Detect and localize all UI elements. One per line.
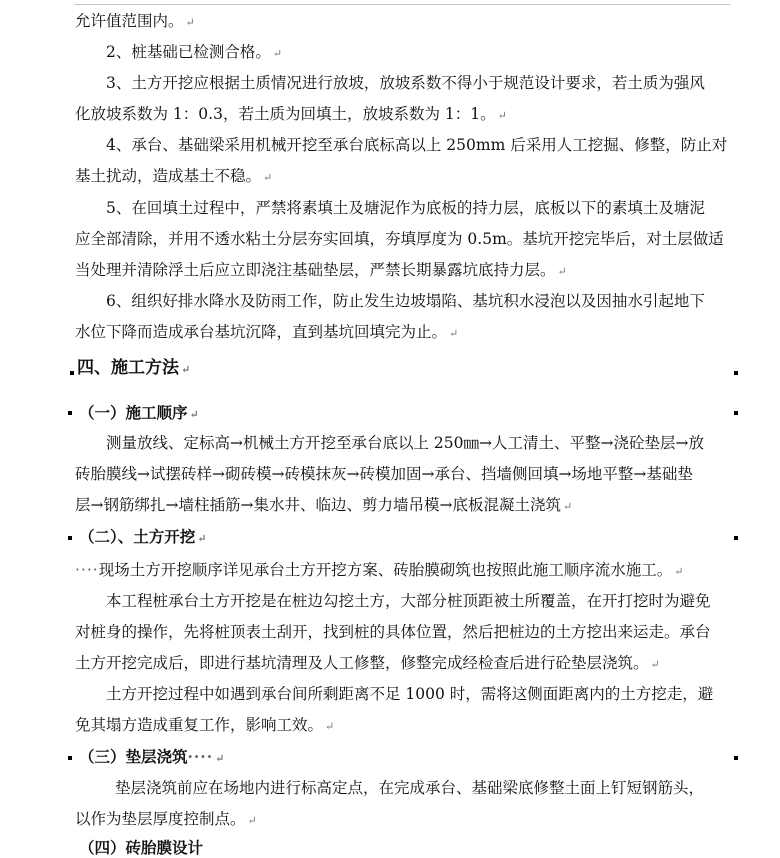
text-line: 应全部清除，并用不透水粘土分层夯实回填，夯填厚度为 0.5m。基坑开挖完毕后，对土层做适	[75, 230, 724, 248]
paragraph-mark-icon: ↵	[497, 109, 507, 122]
text-line: 以作为垫层厚度控制点。 ↵	[75, 810, 257, 828]
paragraph-mark-icon: ↵	[272, 47, 283, 60]
list-bullet-icon	[68, 536, 72, 540]
section-heading: 四、施工方法 ↵	[77, 358, 191, 378]
list-bullet-icon	[68, 756, 72, 760]
text-line: 4、承台、基础梁采用机械开挖至承台底标高以上 250mm 后采用人工挖掘、修整，防止对	[106, 136, 728, 154]
text-line: 基土扰动，造成基土不稳。 ↵	[75, 167, 273, 185]
text-line: 允许值范围内。 ↵	[75, 12, 195, 30]
page-top-border	[74, 4, 730, 5]
list-bullet-icon	[734, 756, 738, 760]
paragraph-mark-icon: ↵	[247, 814, 257, 827]
paragraph-mark-icon: ↵	[215, 752, 225, 765]
text-line: 层→钢筋绑扎→墙柱插筋→集水井、临边、剪力墙吊模→底板混凝土浇筑 ↵	[75, 496, 573, 514]
paragraph-mark-icon: ↵	[185, 16, 195, 29]
list-bullet-icon	[734, 371, 738, 375]
paragraph-mark-icon: ↵	[181, 363, 191, 376]
text-line: 化放坡系数为 1：0.3，若土质为回填土，放坡系数为 1：1。 ↵	[75, 105, 507, 123]
text-line: 6、组织好排水降水及防雨工作，防止发生边坡塌陷、基坑积水浸泡以及因抽水引起地下	[106, 292, 705, 310]
text-line: 本工程桩承台土方开挖是在桩边勾挖土方，大部分桩顶距被土所覆盖，在开打挖时为避免	[106, 592, 711, 610]
text-line: 当处理并清除浮土后应立即浇注基础垫层，严禁长期暴露坑底持力层。 ↵	[75, 261, 567, 279]
paragraph-mark-icon: ↵	[325, 720, 335, 733]
text-line: 测量放线、定标高→机械土方开挖至承台底以上 250㎜→人工清土、平整→浇砼垫层→放	[106, 434, 704, 452]
text-line: ····现场土方开挖顺序详见承台土方开挖方案、砖胎膜砌筑也按照此施工顺序流水施工。 ↵	[75, 561, 684, 579]
text-line: 垫层浇筑前应在场地内进行标高定点，在完成承台、基础梁底修整土面上钉短钢筋头，	[115, 779, 705, 797]
text-line: 对桩身的操作，先将桩顶表土刮开，找到桩的具体位置，然后把桩边的土方挖出来运走。承台	[75, 623, 711, 641]
text-line: 土方开挖过程中如遇到承台间所剩距离不足 1000 时，需将这侧面距离内的土方挖走，避	[106, 685, 714, 703]
paragraph-mark-icon: ↵	[189, 408, 199, 421]
text-line: 5、在回填土过程中，严禁将素填土及塘泥作为底板的持力层，底板以下的素填土及塘泥	[106, 199, 705, 217]
list-bullet-icon	[734, 536, 738, 540]
paragraph-mark-icon: ↵	[674, 565, 684, 578]
subsection-heading: （一）施工顺序 ↵	[79, 403, 199, 422]
paragraph-mark-icon: ↵	[557, 265, 567, 278]
list-bullet-icon	[734, 411, 738, 415]
text-line: 水位下降而造成承台基坑沉降，直到基坑回填完为止。 ↵	[75, 323, 459, 341]
paragraph-mark-icon: ↵	[449, 327, 459, 340]
text-line: 砖胎膜线→试摆砖样→砌砖模→砖模抹灰→砖模加固→承台、挡墙侧回填→场地平整→基础垫	[75, 465, 693, 483]
paragraph-mark-icon: ↵	[197, 532, 207, 545]
subsection-heading: （四）砖胎膜设计	[79, 838, 204, 857]
subsection-heading: （二）、土方开挖 ↵	[79, 527, 207, 546]
text-line: 土方开挖完成后，即进行基坑清理及人工修整，修整完成经检查后进行砼垫层浇筑。 ↵	[75, 654, 660, 672]
list-bullet-icon	[70, 371, 74, 375]
text-line: 免其塌方造成重复工作，影响工效。 ↵	[75, 716, 335, 734]
text-line: 2、桩基础已检测合格。 ↵	[106, 43, 283, 61]
text-line: 3、土方开挖应根据土质情况进行放坡，放坡系数不得小于规范设计要求，若土质为强风	[106, 74, 705, 92]
list-bullet-icon	[68, 411, 72, 415]
paragraph-mark-icon: ↵	[650, 658, 660, 671]
subsection-heading: （三）垫层浇筑···· ↵	[79, 747, 225, 766]
paragraph-mark-icon: ↵	[263, 171, 273, 184]
paragraph-mark-icon: ↵	[562, 500, 573, 513]
